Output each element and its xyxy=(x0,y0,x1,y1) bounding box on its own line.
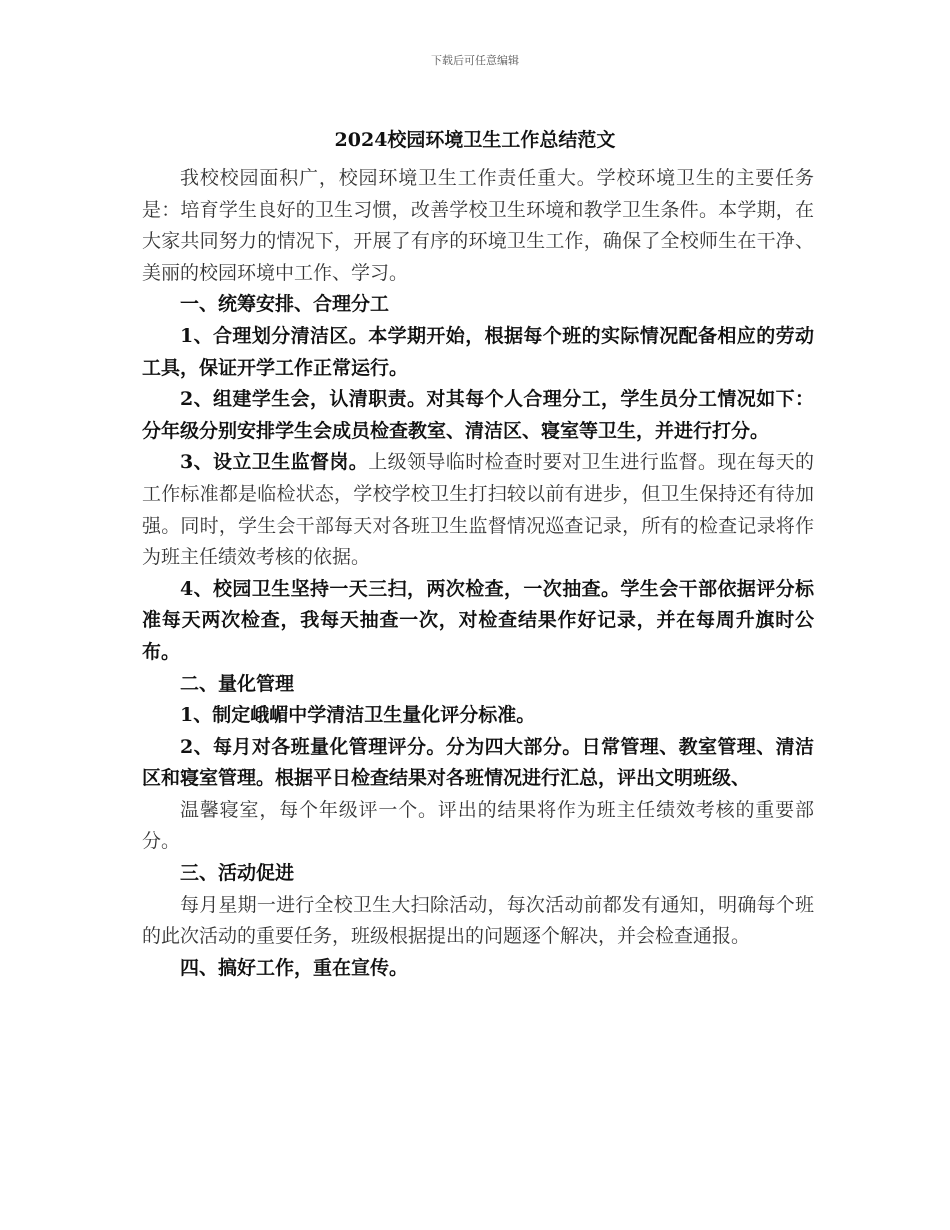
document-title: 2024校园环境卫生工作总结范文 xyxy=(334,129,616,151)
paragraph-1-4: 4、校园卫生坚持一天三扫，两次检查，一次抽查。学生会干部依据评分标准每天两次检查，我每天抽查一次，对检查结果作好记录，并在每周升旗时公布。 xyxy=(142,577,814,663)
document-body xyxy=(142,163,814,984)
section-heading-2: 二、量化管理 xyxy=(180,672,295,695)
section-heading-1: 一、统筹安排、合理分工 xyxy=(180,293,390,316)
section-heading-3: 三、活动促进 xyxy=(180,862,295,885)
header-note: 下载后可任意编辑 xyxy=(431,54,519,67)
paragraph-1-3-lead: 3、设立卫生监督岗。 xyxy=(180,451,369,474)
paragraph-1-1: 1、合理划分清洁区。本学期开始，根据每个班的实际情况配备相应的劳动工具，保证开学工作正常运行。 xyxy=(142,324,814,379)
paragraph-1-3 xyxy=(142,447,814,573)
paragraph-2-1: 1、制定峨嵋中学清洁卫生量化评分标准。 xyxy=(180,704,536,727)
paragraph-2-2: 2、每月对各班量化管理评分。分为四大部分。日常管理、教室管理、清洁区和寝室管理。根据平日检查结果对各班情况进行汇总，评出文明班级、 xyxy=(142,735,814,790)
paragraph-1-2: 2、组建学生会，认清职责。对其每个人合理分工，学生员分工情况如下：分年级分别安排学生会成员检查教室、清洁区、寝室等卫生，并进行打分。 xyxy=(142,388,814,442)
paragraph-3-1: 每月星期一进行全校卫生大扫除活动，每次活动前都发有通知，明确每个班的此次活动的重要任务，班级根据提出的问题逐个解决，并会检查通报。 xyxy=(142,893,814,948)
paragraph-1-3-body: 上级领导临时检查时要对卫生进行监督。现在每天的工作标准都是临检状态，学校学校卫生打扫较以前有进步，但卫生保持还有待加强。同时，学生会干部每天对各班卫生监督情况巡查记录，所有的检查记录将作为班主任绩效考核的依据。 xyxy=(142,451,814,569)
intro-paragraph: 我校校园面积广，校园环境卫生工作责任重大。学校环境卫生的主要任务是：培育学生良好的卫生习惯，改善学校卫生环境和教学卫生条件。本学期，在大家共同努力的情况下，开展了有序的环境卫生工作，确保了全校师生在干净、美丽的校园环境中工作、学习。 xyxy=(142,167,814,284)
paragraph-2-3: 温馨寝室，每个年级评一个。评出的结果将作为班主任绩效考核的重要部分。 xyxy=(142,798,814,853)
section-heading-4: 四、搞好工作，重在宣传。 xyxy=(180,956,409,979)
